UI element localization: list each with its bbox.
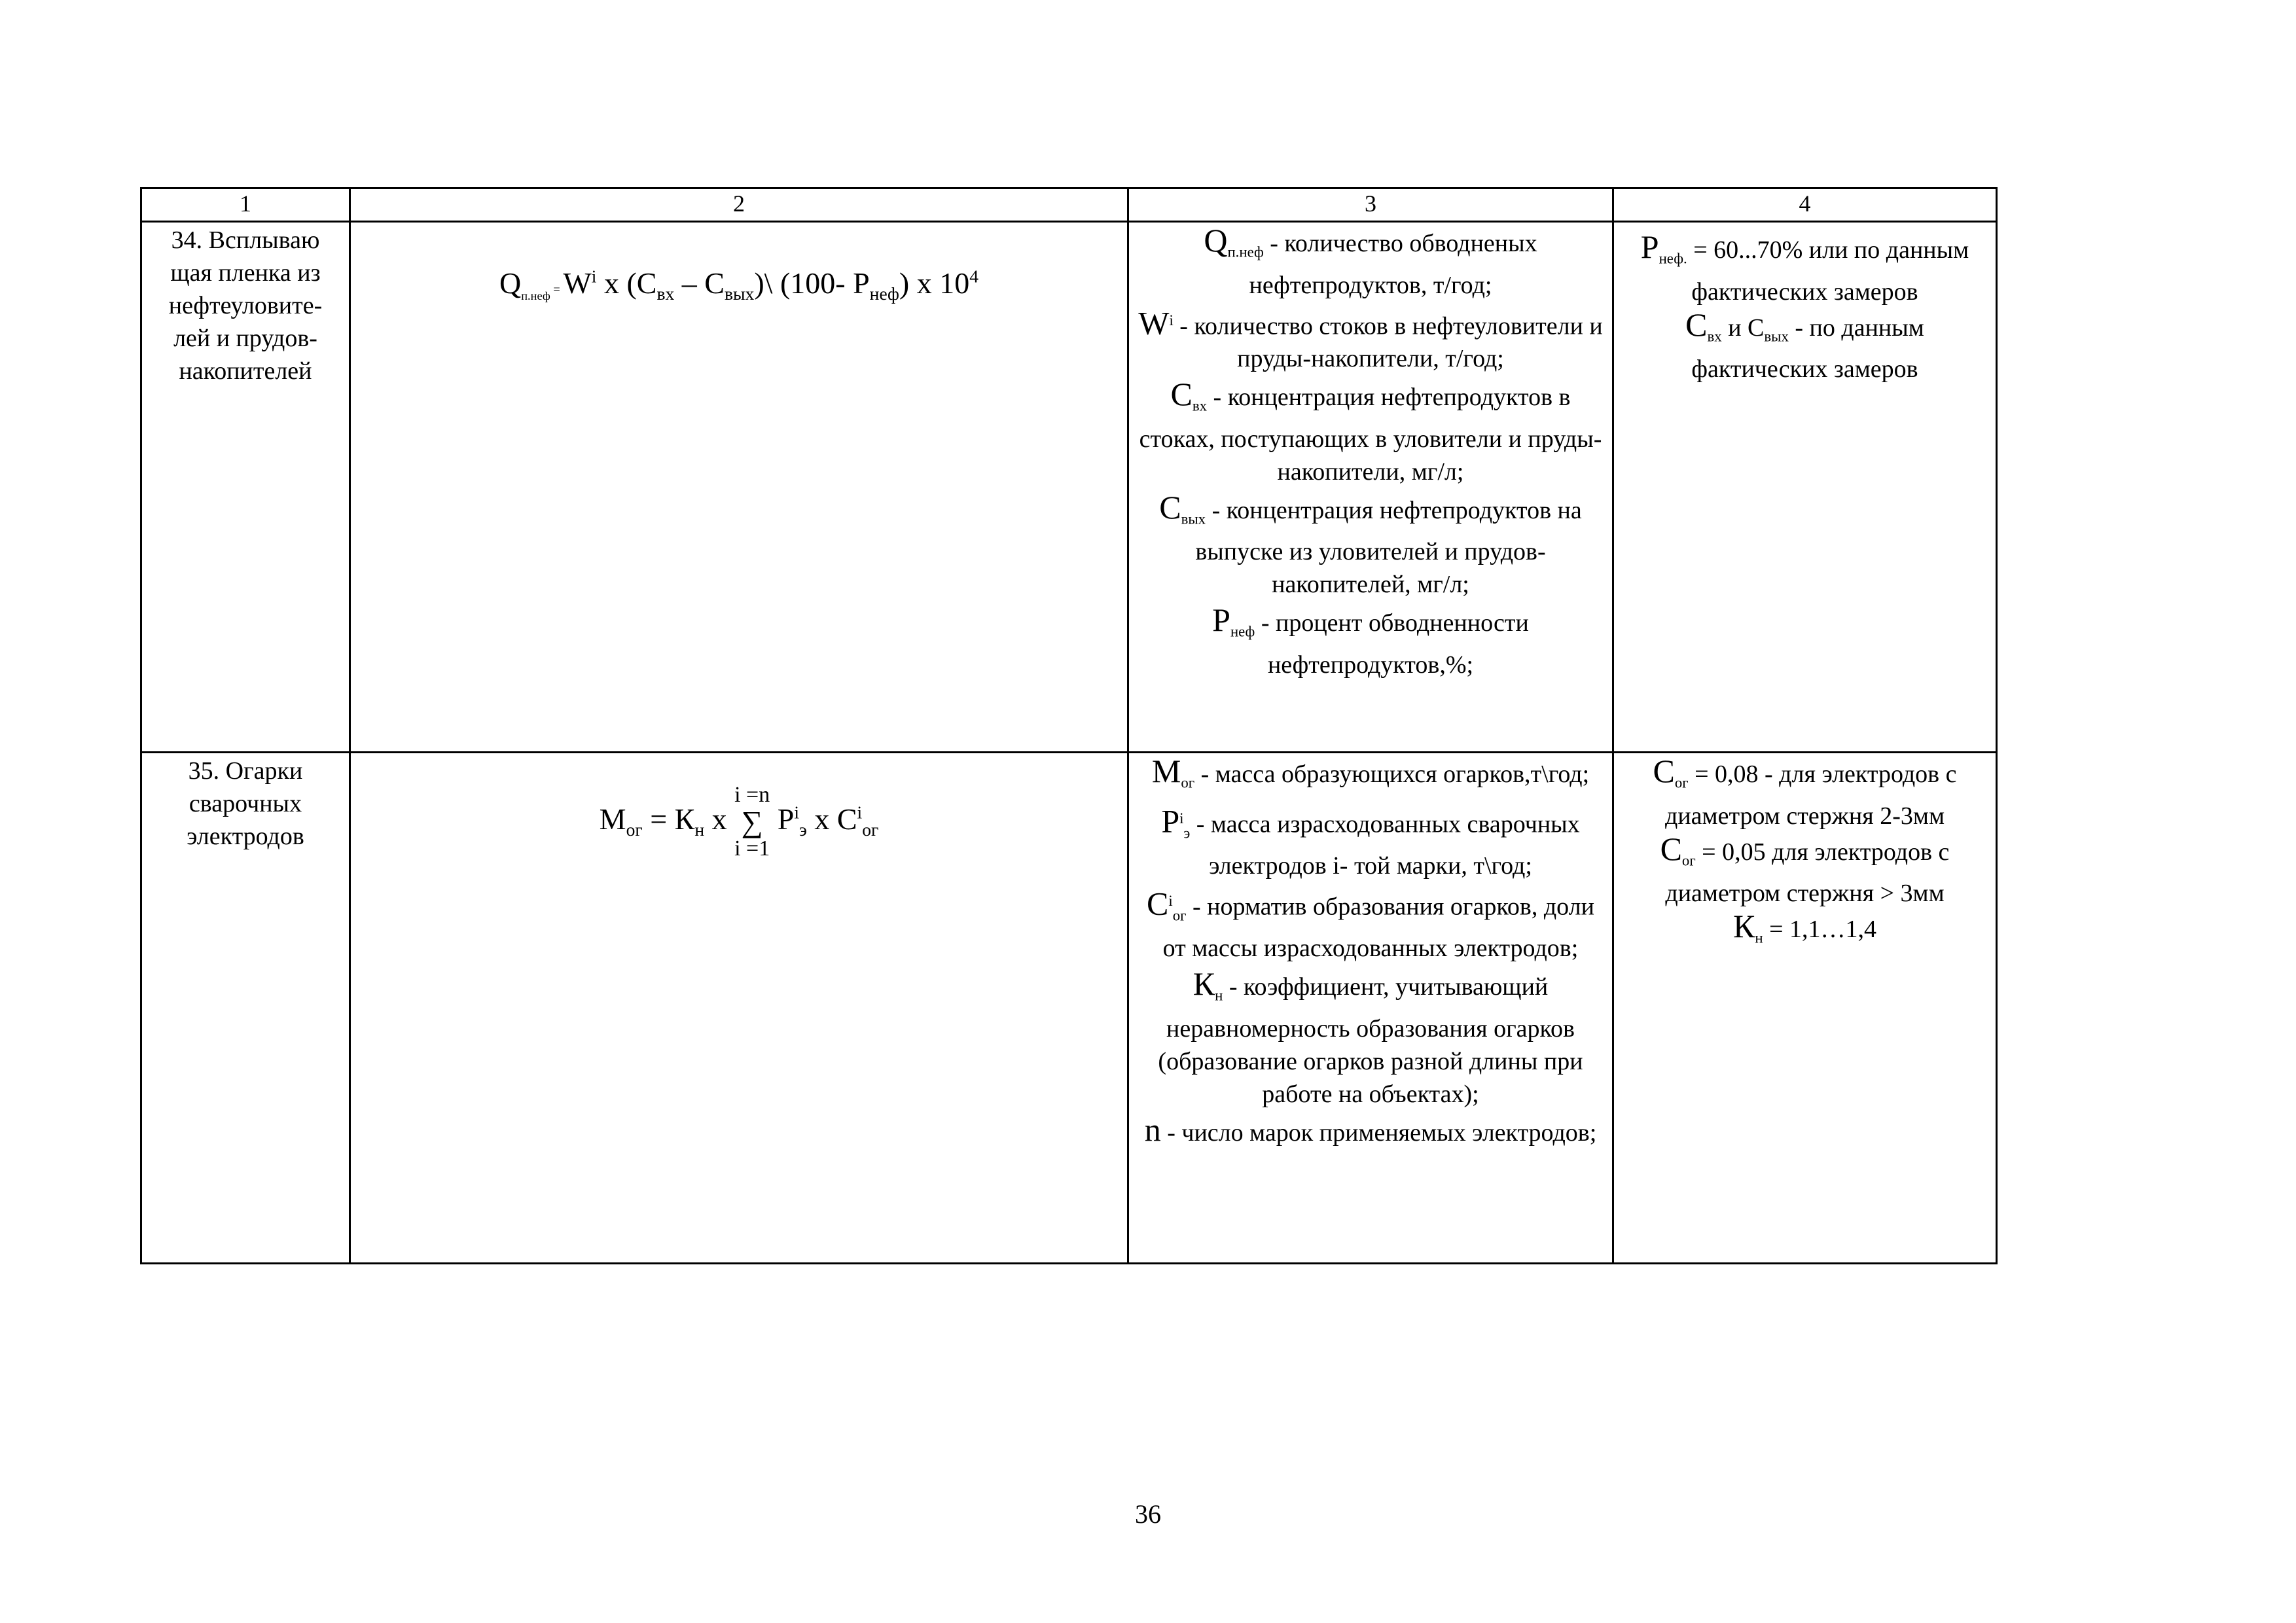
legend-item: $Q_{п.неф}$ - количество обводненых нефтепродуктов, т/год; — [1204, 222, 1537, 299]
legend-item: $С^i_{ог}$ - норматив образования огарков, доли от массы израсходованных электродов; — [1147, 885, 1594, 963]
data-table — [140, 187, 1998, 1264]
formula-cell — [349, 223, 1127, 751]
waste-name-line: лей и прудов- — [173, 325, 317, 352]
legend-item: $Р^i_э$ - масса израсходованных сварочных электродов i- той марки, т\год; — [1161, 802, 1580, 880]
header-cell-3: 3 — [1127, 189, 1612, 221]
note-item: $С_{ог} = 0,05$ для электродов с диаметром стержня > 3мм — [1660, 830, 1950, 908]
waste-name-cell — [140, 223, 349, 751]
legend-item: $М_{ог}$ - масса образующихся огарков,т\год; — [1151, 753, 1590, 791]
notes-cell — [1612, 753, 1998, 1262]
legend-item: $К_н$ - коэффициент, учитывающий неравномерность образования огарков (образование огарков разной длины при работе на объектах); — [1158, 965, 1583, 1108]
header-cell-1: 1 — [140, 189, 349, 221]
legend-item: $Р_{неф}$ - процент обводненности нефтепродуктов,%; — [1212, 601, 1529, 679]
legend-item: $W^i$ - количество стоков в нефтеуловители и пруды-накопители, т/год; — [1138, 304, 1603, 373]
waste-name-line: 35. Огарки — [188, 757, 303, 785]
waste-name-cell — [140, 753, 349, 1262]
header-cell-2: 2 — [349, 189, 1127, 221]
formula-35: $М_{ог} = К_н$ х i =n ∑ i =1 $Р^i_э$ х $С^i_{ог}$ — [599, 783, 879, 861]
summation: i =n ∑ i =1 — [734, 783, 770, 861]
waste-name-line: нефтеуловите- — [168, 292, 323, 319]
formula-34: $Q_{п.неф} = W^i$ х ($С_{вх}$ – $С_{вых})\backslash$ (100- $Р_{неф}$) х $10^4$ — [499, 266, 979, 304]
note-item: $К_н$ = 1,1…1,4 — [1733, 908, 1876, 946]
table-row — [140, 223, 1998, 753]
legend-cell — [1127, 753, 1612, 1262]
header-cell-4: 4 — [1612, 189, 1998, 221]
note-item: $С_{вх}$ и $С_{вых}$ - по данным фактических замеров — [1685, 306, 1924, 383]
note-item: $С_{ог} = 0,08$ - для электродов с диаметром стержня 2-3мм — [1653, 753, 1957, 830]
waste-name-line: сварочных — [188, 790, 302, 817]
legend-cell — [1127, 223, 1612, 751]
waste-name-line: щая пленка из — [170, 259, 321, 287]
legend-item: n - число марок применяемых электродов; — [1144, 1111, 1597, 1148]
waste-name-line: электродов — [187, 823, 304, 850]
legend-item: $С_{вх}$ - концентрация нефтепродуктов в стоках, поступающих в уловители и пруды-накопители, мг/л; — [1139, 376, 1602, 486]
waste-name-line: накопителей — [179, 357, 312, 385]
table-header-row — [140, 187, 1998, 223]
formula-cell — [349, 753, 1127, 1262]
note-item: $Р_{неф.} = 60...70\%$ или по данным фактических замеров — [1640, 228, 1969, 306]
page-number: 36 — [1135, 1499, 1161, 1529]
notes-cell — [1612, 223, 1998, 751]
waste-name-line: 34. Всплываю — [171, 226, 320, 254]
legend-item: $С_{вых}$ - концентрация нефтепродуктов на выпуске из уловителей и прудов-накопителей, мг/л; — [1159, 488, 1582, 599]
table-row — [140, 753, 1998, 1264]
